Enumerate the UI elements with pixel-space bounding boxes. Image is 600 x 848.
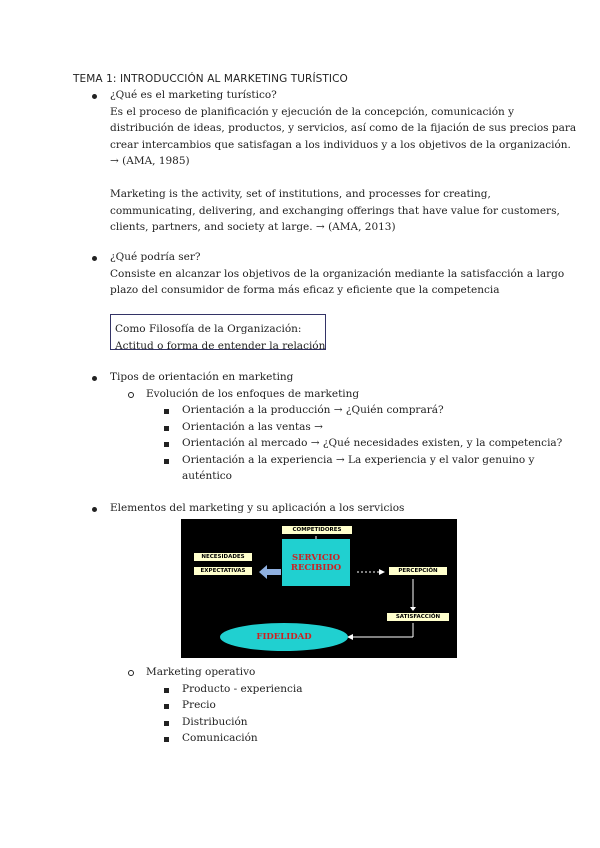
bullet-dot (92, 94, 97, 99)
label-competidores: COMPETIDORES (281, 525, 353, 535)
definition-line: crear intercambios que satisfagan a los individuos y a los objetivos de la organización. (110, 138, 571, 151)
bullet-square (164, 688, 169, 693)
section-could-be (110, 249, 565, 299)
bullet-circle (128, 392, 134, 398)
section-heading: Tipos de orientación en marketing (110, 371, 294, 383)
section-heading: ¿Qué es el marketing turístico? (110, 89, 277, 101)
definition-line: → (AMA, 1985) (110, 155, 190, 167)
box-line: Como Filosofía de la Organización: (115, 323, 302, 335)
bullet-square (164, 704, 169, 709)
list-item: Orientación al mercado → ¿Qué necesidades existen, y la competencia? (182, 437, 563, 449)
label-expectativas: EXPECTATIVAS (193, 566, 253, 576)
definition-line: clients, partners, and society at large. → (AMA, 2013) (110, 221, 396, 233)
label-percepcion: PERCEPCIÓN (388, 566, 448, 576)
subsection-heading: Evolución de los enfoques de marketing (146, 388, 360, 400)
list-item: Producto - experiencia (182, 683, 303, 695)
bullet-dot (92, 376, 97, 381)
label-necesidades: NECESIDADES (193, 552, 253, 562)
servicio-line: SERVICIO (291, 552, 341, 563)
philosophy-box (110, 314, 326, 350)
subsection-heading: Marketing operativo (146, 666, 256, 678)
list-item: Comunicación (182, 732, 258, 744)
list-item: Precio (182, 699, 216, 711)
definition-line: plazo del consumidor de forma más eficaz y eficiente que la competencia (110, 284, 500, 296)
bullet-square (164, 409, 169, 414)
servicio-line: RECIBIDO (290, 562, 342, 573)
list-item: Orientación a la experiencia → La experiencia y el valor genuino y (182, 454, 535, 466)
list-item-continuation: auténtico (182, 470, 232, 482)
bullet-square (164, 737, 169, 742)
fidelidad-ellipse: FIDELIDAD (220, 623, 348, 651)
section-what-is (110, 87, 577, 236)
list-item: Orientación a las ventas → (182, 421, 323, 433)
label-satisfaccion: SATISFACCIÓN (386, 612, 450, 622)
bullet-square (164, 442, 169, 447)
definition-line: distribución de ideas, productos, y servicios, así como de la fijación de sus precios para (110, 122, 577, 134)
list-item: Orientación a la producción → ¿Quién comprará? (182, 404, 444, 416)
bullet-square (164, 721, 169, 726)
definition-line: Consiste en alcanzar los objetivos de la organización mediante la satisfacción a largo (110, 267, 565, 280)
list-item: Distribución (182, 716, 248, 728)
definition-line: communicating, delivering, and exchanging offerings that have value for customers, (110, 204, 560, 217)
marketing-diagram (181, 519, 457, 658)
section-heading: ¿Qué podría ser? (110, 251, 201, 263)
box-line: Actitud o forma de entender la relación (115, 339, 326, 352)
definition-line: Es el proceso de planificación y ejecución de la concepción, comunicación y (110, 105, 515, 118)
bullet-square (164, 426, 169, 431)
bullet-square (164, 459, 169, 464)
bullet-circle (128, 670, 134, 676)
arrowhead (379, 569, 385, 575)
section-heading: Elementos del marketing y su aplicación a los servicios (110, 502, 405, 514)
bullet-dot (92, 256, 97, 261)
definition-line: Marketing is the activity, set of institutions, and processes for creating, (110, 188, 491, 200)
servicio-recibido-box (282, 539, 350, 586)
arrowhead (410, 607, 416, 611)
page-title: TEMA 1: INTRODUCCIÓN AL MARKETING TURÍSTICO (73, 73, 348, 85)
arrow-expectations (259, 565, 281, 579)
bullet-dot (92, 507, 97, 512)
